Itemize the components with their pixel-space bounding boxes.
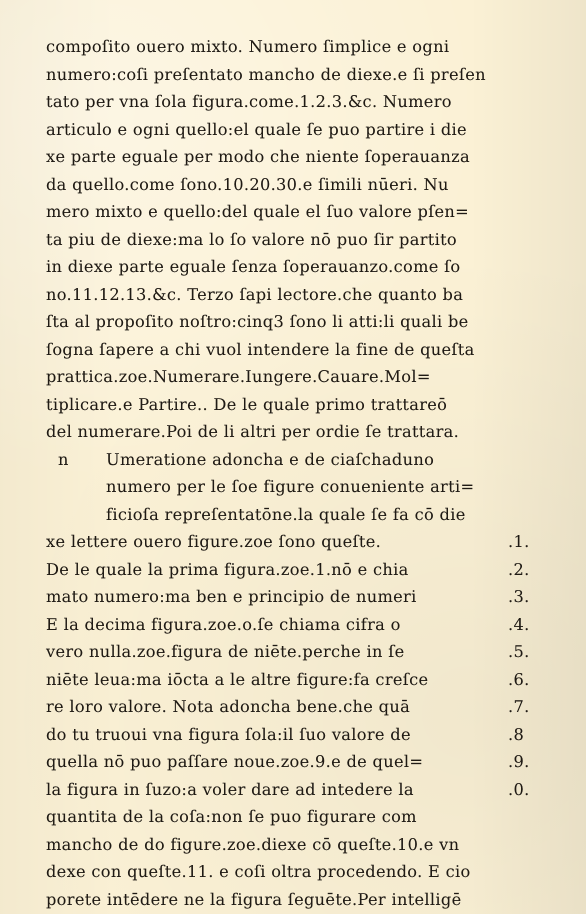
line-text: porete intēdere ne la figura ſeguēte.Per intelligē	[46, 889, 462, 909]
text-line-10	[46, 281, 546, 309]
line-text: ſta al propoſito noſtro:cinq3 ſono li atti:li quali be	[46, 312, 469, 331]
line-text: numero:coſi preſentato mancho de diexe.e ſi preſen	[46, 64, 486, 84]
line-text: mero mixto e quello:del quale el ſuo valore pſen=	[46, 202, 470, 221]
text-line-29	[46, 803, 546, 831]
line-text: do tu truoui vna figura ſola:il ſuo valore de	[46, 724, 411, 744]
line-text: la figura in ſuzo:a voler dare ad intedere la	[46, 779, 414, 799]
figure-number: .6.	[508, 669, 530, 689]
text-line-16	[46, 446, 546, 474]
text-line-17	[46, 473, 546, 501]
line-text: xe lettere ouero figure.zoe ſono queſte.	[46, 532, 382, 551]
line-text: vero nulla.zoe.figura de niēte.perche in ſe	[46, 642, 405, 661]
text-line-31	[46, 858, 546, 886]
text-line-11	[46, 308, 546, 336]
text-line-2	[46, 61, 546, 89]
line-text: tiplicare.e Partire.. De le quale primo trattareō	[46, 394, 448, 414]
text-line-21	[46, 583, 546, 611]
line-text: mato numero:ma ben e principio de numeri	[46, 587, 417, 606]
line-text: ſogna ſapere a chi vuol intendere la fine de queſta	[46, 339, 475, 359]
figure-number: .8	[508, 724, 525, 744]
text-line-14	[46, 391, 546, 419]
figure-number: .2.	[508, 559, 530, 579]
line-text: no.11.12.13.&c. Terzo ſapi lectore.che quanto ba	[46, 284, 464, 304]
figure-number: .4.	[508, 614, 530, 634]
text-line-22	[46, 611, 546, 639]
printed-text-block	[46, 33, 546, 913]
line-text: in diexe parte eguale ſenza ſoperauanzo.come ſo	[46, 257, 461, 276]
text-line-18	[46, 501, 546, 529]
text-line-15	[46, 418, 546, 446]
text-line-5	[46, 143, 546, 171]
text-line-27	[46, 748, 546, 776]
line-text: Umeratione adoncha e de ciaſchaduno	[106, 449, 435, 469]
line-text: numero per le ſoe figure conueniente arti=	[106, 477, 475, 496]
figure-number: .7.	[508, 697, 530, 716]
line-text: mancho de do figure.zoe.diexe cō queſte.10.e vn	[46, 834, 460, 854]
text-line-23	[46, 638, 546, 666]
line-text: ta piu de diexe:ma lo ſo valore nō puo ſir partito	[46, 229, 457, 249]
text-line-20	[46, 556, 546, 584]
line-text: quella nō puo paſſare noue.zoe.9.e de quel=	[46, 752, 424, 771]
line-text: articulo e ogni quello:el quale ſe puo partire i die	[46, 119, 467, 139]
text-line-25	[46, 693, 546, 721]
line-text: dexe con queſte.11. e coſi oltra procedendo. E cio	[46, 862, 471, 881]
text-line-28	[46, 776, 546, 804]
line-text: E la decima figura.zoe.o.ſe chiama cifra o	[46, 614, 401, 634]
text-line-24	[46, 666, 546, 694]
text-line-12	[46, 336, 546, 364]
figure-number: .1.	[508, 532, 530, 551]
text-line-32	[46, 886, 546, 914]
text-line-1	[46, 33, 546, 61]
text-line-9	[46, 253, 546, 281]
figure-number: .9.	[508, 752, 530, 771]
line-text: xe parte eguale per modo che niente ſoperauanza	[46, 147, 470, 166]
line-text: re loro valore. Nota adoncha bene.che quā	[46, 697, 411, 716]
text-line-30	[46, 831, 546, 859]
figure-number: .5.	[508, 642, 530, 661]
line-text: compoſito ouero mixto. Numero ſimplice e ogni	[46, 37, 450, 56]
line-text: De le quale la prima figura.zoe.1.nō e chia	[46, 559, 409, 579]
line-text: del numerare.Poi de li altri per ordie ſe trattara.	[46, 422, 460, 441]
figure-number: .0.	[508, 779, 530, 799]
line-text: da quello.come ſono.10.20.30.e ſimili nūeri. Nu	[46, 174, 449, 194]
line-text: quantita de la coſa:non ſe puo figurare com	[46, 807, 417, 826]
text-line-8	[46, 226, 546, 254]
text-line-26	[46, 721, 546, 749]
text-line-7	[46, 198, 546, 226]
text-line-3	[46, 88, 546, 116]
line-text: tato per vna ſola figura.come.1.2.3.&c. Numero	[46, 92, 452, 111]
text-line-6	[46, 171, 546, 199]
line-text: niēte leua:ma iōcta a le altre figure:fa creſce	[46, 669, 429, 689]
text-line-19	[46, 528, 546, 556]
text-line-4	[46, 116, 546, 144]
line-text: prattica.zoe.Numerare.Iungere.Cauare.Mol=	[46, 367, 431, 386]
guide-letter: n	[58, 449, 69, 469]
text-line-13	[46, 363, 546, 391]
figure-number: .3.	[508, 587, 530, 606]
line-text: ficioſa repreſentatōne.la quale ſe fa cō die	[106, 504, 466, 524]
